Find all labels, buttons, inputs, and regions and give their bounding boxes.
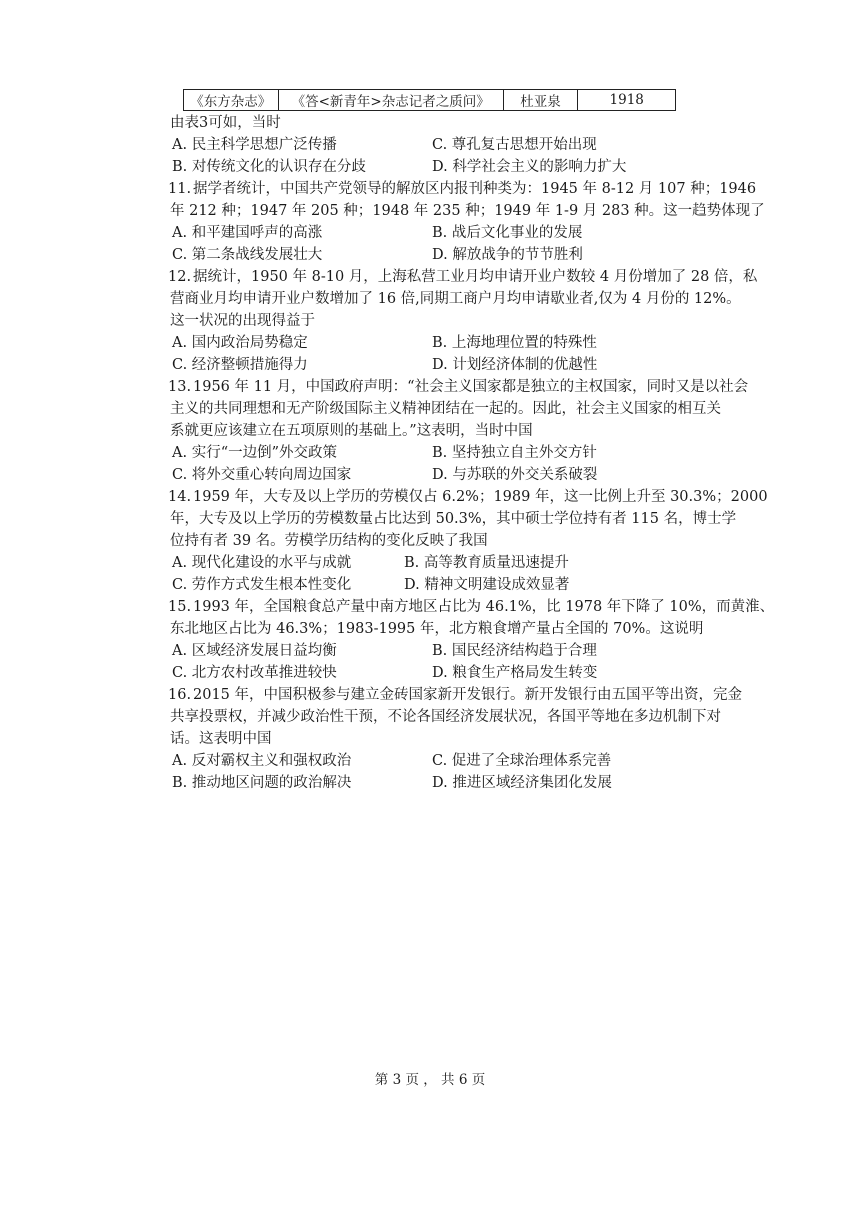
q13-option-b: B. 坚持独立自主外交方针	[432, 445, 597, 461]
q11-option-d: D. 解放战争的节节胜利	[432, 247, 583, 263]
q10-stem: 由表3可如，当时	[170, 115, 281, 131]
q15-option-a: A. 区域经济发展日益均衡	[172, 643, 337, 659]
q15-number: 15.	[168, 599, 192, 615]
q16-option-a: A. 反对霸权主义和强权政治	[172, 753, 352, 769]
q10-option-d: D. 科学社会主义的影响力扩大	[432, 159, 627, 175]
q10-option-a: A. 民主科学思想广泛传播	[172, 137, 337, 153]
q12-number: 12.	[168, 269, 192, 285]
q14-number: 14.	[168, 489, 192, 505]
table-cell-year: 1918	[609, 92, 644, 108]
q12-option-d: D. 计划经济体制的优越性	[432, 357, 598, 373]
q11-option-b: B. 战后文化事业的发展	[432, 225, 583, 241]
q14-option-b: B. 高等教育质量迅速提升	[404, 555, 569, 571]
q16-option-b: B. 推动地区问题的政治解决	[172, 775, 352, 791]
q11-stem-line1: 据学者统计，中国共产党领导的解放区内报刊种类为：1945 年 8-12 月 107 种；1946	[193, 181, 757, 197]
q11-option-c: C. 第二条战线发展壮大	[172, 247, 323, 263]
table-cell-publication: 《东方杂志》	[184, 90, 279, 110]
q16-stem-line3: 话。这表明中国	[170, 731, 272, 747]
q15-option-c: C. 北方农村改革推进较快	[172, 665, 337, 681]
q13-option-d: D. 与苏联的外交关系破裂	[432, 467, 598, 483]
q11-number: 11.	[168, 181, 192, 197]
q16-option-d: D. 推进区域经济集团化发展	[432, 775, 612, 791]
table-cell-author: 杜亚泉	[504, 90, 579, 110]
source-table-row	[183, 89, 676, 111]
q10-option-b: B. 对传统文化的认识存在分歧	[172, 159, 366, 175]
q12-stem-line2: 营商业月均申请开业户数增加了 16 倍,同期工商户月均申请歇业者,仅为 4 月份的 12%。	[170, 291, 741, 307]
q12-option-b: B. 上海地理位置的特殊性	[432, 335, 597, 351]
table-cell-article: 《答<新青年>杂志记者之质问》	[279, 90, 504, 110]
q10-option-c: C. 尊孔复古思想开始出现	[432, 137, 597, 153]
q11-stem-line2: 年 212 种；1947 年 205 种；1948 年 235 种；1949 年 1-9 月 283 种。这一趋势体现了	[170, 203, 765, 219]
q14-option-d: D. 精神文明建设成效显著	[404, 577, 570, 593]
q14-stem-line1: 1959 年，大专及以上学历的劳模仅占 6.2%；1989 年，这一比例上升至 30.3%；2000	[193, 489, 768, 505]
q14-stem-line2: 年，大专及以上学历的劳模数量占比达到 50.3%，其中硕士学位持有者 115 名，博士学	[170, 511, 737, 527]
q12-stem-line3: 这一状况的出现得益于	[170, 313, 315, 329]
page-number-footer: 第 3 页 ， 共 6 页	[374, 1072, 486, 1088]
q13-stem-line3: 系就更应该建立在五项原则的基础上。”这表明，当时中国	[170, 423, 533, 439]
q16-number: 16.	[168, 687, 192, 703]
q13-stem-line1: 1956 年 11 月，中国政府声明：“社会主义国家都是独立的主权国家，同时又是以社会	[193, 379, 749, 395]
q16-stem-line2: 共享投票权，并减少政治性干预，不论各国经济发展状况，各国平等地在多边机制下对	[170, 709, 721, 725]
q13-number: 13.	[168, 379, 192, 395]
q15-stem-line2: 东北地区占比为 46.3%；1983-1995 年，北方粮食增产量占全国的 70%。这说明	[170, 621, 704, 637]
q12-stem-line1: 据统计，1950 年 8-10 月，上海私营工业月均申请开业户数较 4 月份增加了 28 倍，私	[193, 269, 758, 285]
q14-option-a: A. 现代化建设的水平与成就	[172, 555, 352, 571]
q12-option-c: C. 经济整顿措施得力	[172, 357, 308, 373]
q12-option-a: A. 国内政治局势稳定	[172, 335, 308, 351]
q11-option-a: A. 和平建国呼声的高涨	[172, 225, 323, 241]
q15-option-b: B. 国民经济结构趋于合理	[432, 643, 597, 659]
q15-option-d: D. 粮食生产格局发生转变	[432, 665, 598, 681]
q14-stem-line3: 位持有者 39 名。劳模学历结构的变化反映了我国	[170, 533, 488, 549]
q16-stem-line1: 2015 年，中国积极参与建立金砖国家新开发银行。新开发银行由五国平等出资，完金	[193, 687, 743, 703]
q13-option-c: C. 将外交重心转向周边国家	[172, 467, 352, 483]
q15-stem-line1: 1993 年，全国粮食总产量中南方地区占比为 46.1%，比 1978 年下降了 10%，而黄淮、	[193, 599, 775, 615]
q13-stem-line2: 主义的共同理想和无产阶级国际主义精神团结在一起的。因此，社会主义国家的相互关	[170, 401, 721, 417]
q16-option-c: C. 促进了全球治理体系完善	[432, 753, 612, 769]
q14-option-c: C. 劳作方式发生根本性变化	[172, 577, 352, 593]
q13-option-a: A. 实行“一边倒”外交政策	[172, 445, 338, 461]
